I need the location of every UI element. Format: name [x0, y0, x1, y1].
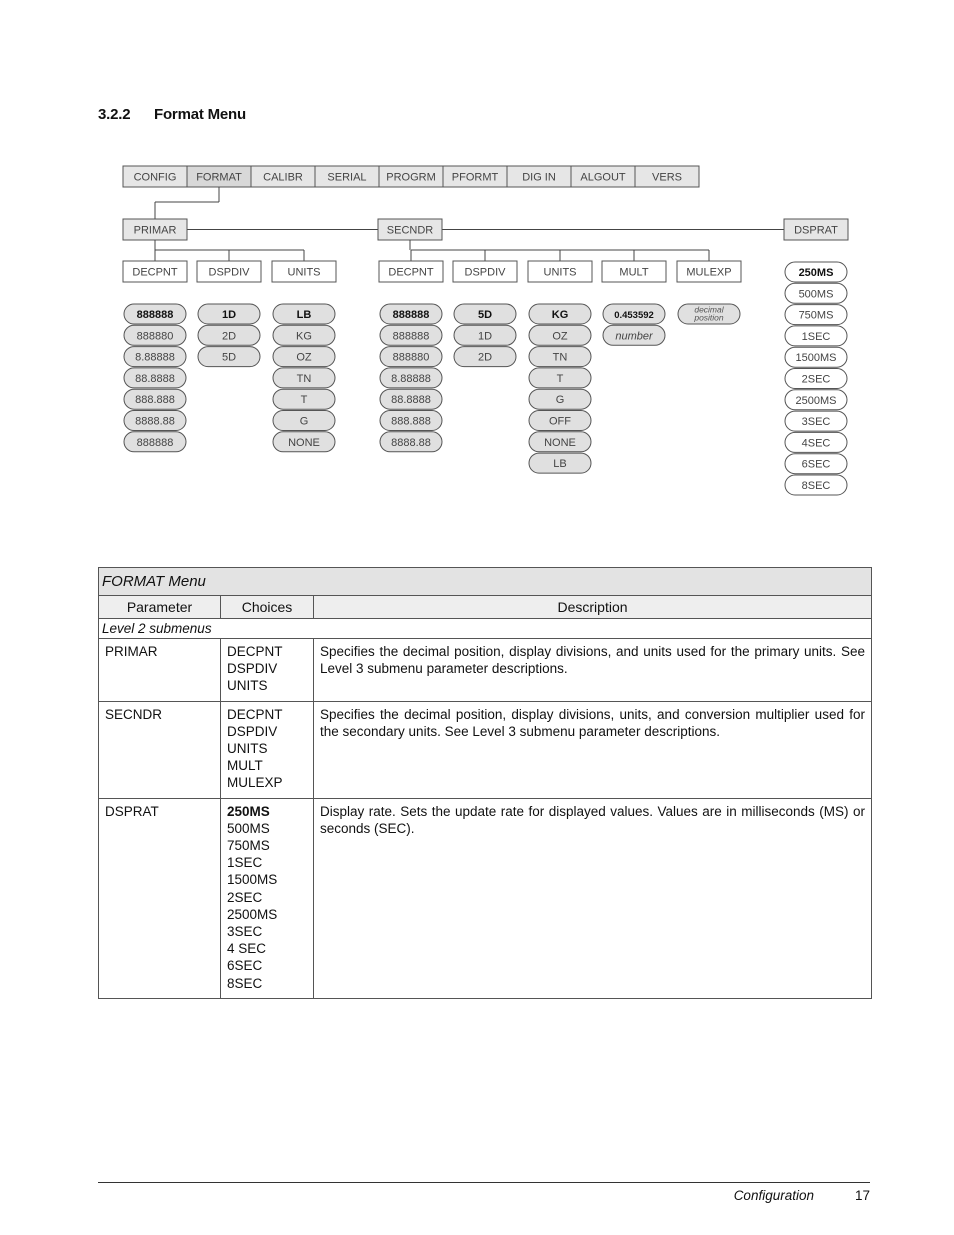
- choice-item: 2500MS: [227, 906, 278, 922]
- choice-item: DSPDIV: [227, 661, 278, 677]
- option-label: 888888: [136, 436, 174, 449]
- option-label: 5D: [221, 351, 237, 364]
- option-label: LB: [553, 458, 567, 471]
- menu-tab-label: CONFIG: [133, 171, 177, 184]
- table-row: [99, 701, 872, 798]
- column-header-description: Description: [314, 596, 872, 619]
- menu-tab-label: CALIBR: [263, 171, 303, 184]
- option-label: KG: [551, 309, 569, 321]
- option-label: 1D: [477, 330, 493, 343]
- choice-item: 2SEC: [227, 889, 263, 905]
- option-label: 2500MS: [795, 394, 837, 407]
- level3-label: DSPDIV: [464, 266, 506, 279]
- choice-item: 4 SEC: [227, 941, 267, 957]
- choice-item: UNITS: [227, 678, 268, 694]
- parameter-cell: PRIMAR: [99, 639, 221, 702]
- menu-tab-label: FORMAT: [196, 171, 242, 184]
- column-header-parameter: Parameter: [99, 596, 221, 619]
- choices-cell: [221, 639, 314, 702]
- option-label: 888880: [392, 351, 430, 364]
- level3-label: DECPNT: [132, 266, 178, 279]
- option-label: NONE: [544, 436, 576, 449]
- option-label: 2D: [477, 351, 493, 364]
- table-title: FORMAT Menu: [99, 568, 872, 596]
- parameter-cell: SECNDR: [99, 701, 221, 798]
- option-label: OZ: [296, 351, 312, 364]
- option-label: decimal position: [694, 304, 724, 323]
- option-label: 888.888: [391, 415, 431, 428]
- option-label: 500MS: [798, 288, 834, 301]
- choice-item: 3SEC: [227, 924, 263, 940]
- level2-label: SECNDR: [386, 224, 434, 237]
- menu-tab-label: SERIAL: [327, 171, 367, 184]
- option-label: 0.453592: [614, 310, 654, 321]
- choice-item: MULEXP: [227, 775, 283, 791]
- option-label: 888888: [392, 330, 430, 343]
- format-menu-table: [98, 567, 872, 999]
- option-label: 8.88888: [135, 351, 175, 364]
- option-label: 88.8888: [135, 372, 175, 385]
- choices-cell: [221, 701, 314, 798]
- option-label: 2SEC: [801, 373, 831, 386]
- page-number: 17: [854, 1188, 870, 1203]
- option-label: number: [615, 330, 653, 343]
- option-label: 8888.88: [391, 436, 431, 449]
- option-label: OFF: [549, 415, 571, 428]
- footer-rule: [98, 1182, 870, 1183]
- menu-tab-label: ALGOUT: [580, 171, 626, 184]
- option-label: G: [299, 415, 309, 428]
- option-label: 88.8888: [391, 394, 431, 407]
- column-header-choices: Choices: [221, 596, 314, 619]
- description-cell: Specifies the decimal position, display divisions, and units used for the primary units. See Level 3 submenu parameter descriptions.: [314, 639, 872, 702]
- section-title: Format Menu: [154, 106, 246, 123]
- choice-item: 1SEC: [227, 855, 263, 871]
- choice-item: 6SEC: [227, 958, 263, 974]
- option-label: 1SEC: [801, 330, 831, 343]
- format-menu-diagram: [0, 0, 954, 520]
- footer-section-name: Configuration: [733, 1188, 814, 1203]
- option-label: OZ: [552, 330, 568, 343]
- option-label: 3SEC: [801, 416, 831, 429]
- section-number: 3.2.2: [98, 106, 131, 123]
- choice-item: DSPDIV: [227, 723, 278, 739]
- option-label: 888888: [136, 309, 174, 321]
- choice-item: 1500MS: [227, 872, 278, 888]
- option-label: 8.88888: [391, 372, 431, 385]
- option-label: 888.888: [135, 394, 175, 407]
- level3-label: UNITS: [543, 266, 577, 279]
- option-label: G: [555, 394, 565, 407]
- option-label: 750MS: [798, 309, 834, 322]
- table-row: [99, 798, 872, 998]
- description-cell: Display rate. Sets the update rate for displayed values. Values are in milliseconds (MS) or seconds (SEC).: [314, 798, 872, 998]
- option-label: 4SEC: [801, 437, 831, 450]
- option-label: 250MS: [798, 267, 834, 279]
- choice-item: 750MS: [227, 838, 270, 854]
- choice-item: DECPNT: [227, 644, 283, 659]
- option-label: 5D: [477, 309, 493, 321]
- option-label: TN: [296, 372, 312, 385]
- level2-label: DSPRAT: [794, 224, 838, 237]
- menu-tab-label: VERS: [652, 171, 682, 184]
- option-label: TN: [552, 351, 568, 364]
- choice-item: 8SEC: [227, 975, 263, 991]
- level3-label: DECPNT: [388, 266, 434, 279]
- description-cell: Specifies the decimal position, display divisions, units, and conversion multiplier used for the secondary units. See Level 3 submenu parameter descriptions.: [314, 701, 872, 798]
- menu-tab-label: PFORMT: [451, 171, 499, 184]
- level3-label: MULT: [619, 266, 649, 279]
- parameter-cell: DSPRAT: [99, 798, 221, 998]
- option-label: 888888: [392, 309, 430, 321]
- choices-cell: [221, 798, 314, 998]
- menu-tab-label: DIG IN: [522, 171, 556, 184]
- choice-item: DECPNT: [227, 706, 283, 722]
- table-row: [99, 639, 872, 702]
- level3-label: DSPDIV: [208, 266, 250, 279]
- option-label: 1D: [221, 309, 237, 321]
- option-label: 8SEC: [801, 480, 831, 492]
- option-label: T: [300, 394, 308, 407]
- choice-item: MULT: [227, 758, 263, 774]
- level2-label: PRIMAR: [133, 224, 177, 237]
- option-label: NONE: [288, 436, 320, 449]
- option-label: 8888.88: [135, 415, 175, 428]
- option-label: LB: [296, 309, 312, 321]
- option-label: 1500MS: [795, 352, 837, 365]
- level3-label: MULEXP: [686, 266, 732, 279]
- option-label: 888880: [136, 330, 174, 343]
- option-label: T: [556, 372, 564, 385]
- option-label: KG: [296, 330, 312, 343]
- option-label: 2D: [221, 330, 237, 343]
- menu-tab-label: PROGRM: [386, 171, 436, 184]
- option-label: 6SEC: [801, 458, 831, 471]
- choice-item: 500MS: [227, 820, 270, 836]
- table-group-label: Level 2 submenus: [99, 619, 872, 639]
- level3-label: UNITS: [287, 266, 321, 279]
- choice-item: UNITS: [227, 741, 268, 757]
- choice-item: 250MS: [227, 803, 270, 819]
